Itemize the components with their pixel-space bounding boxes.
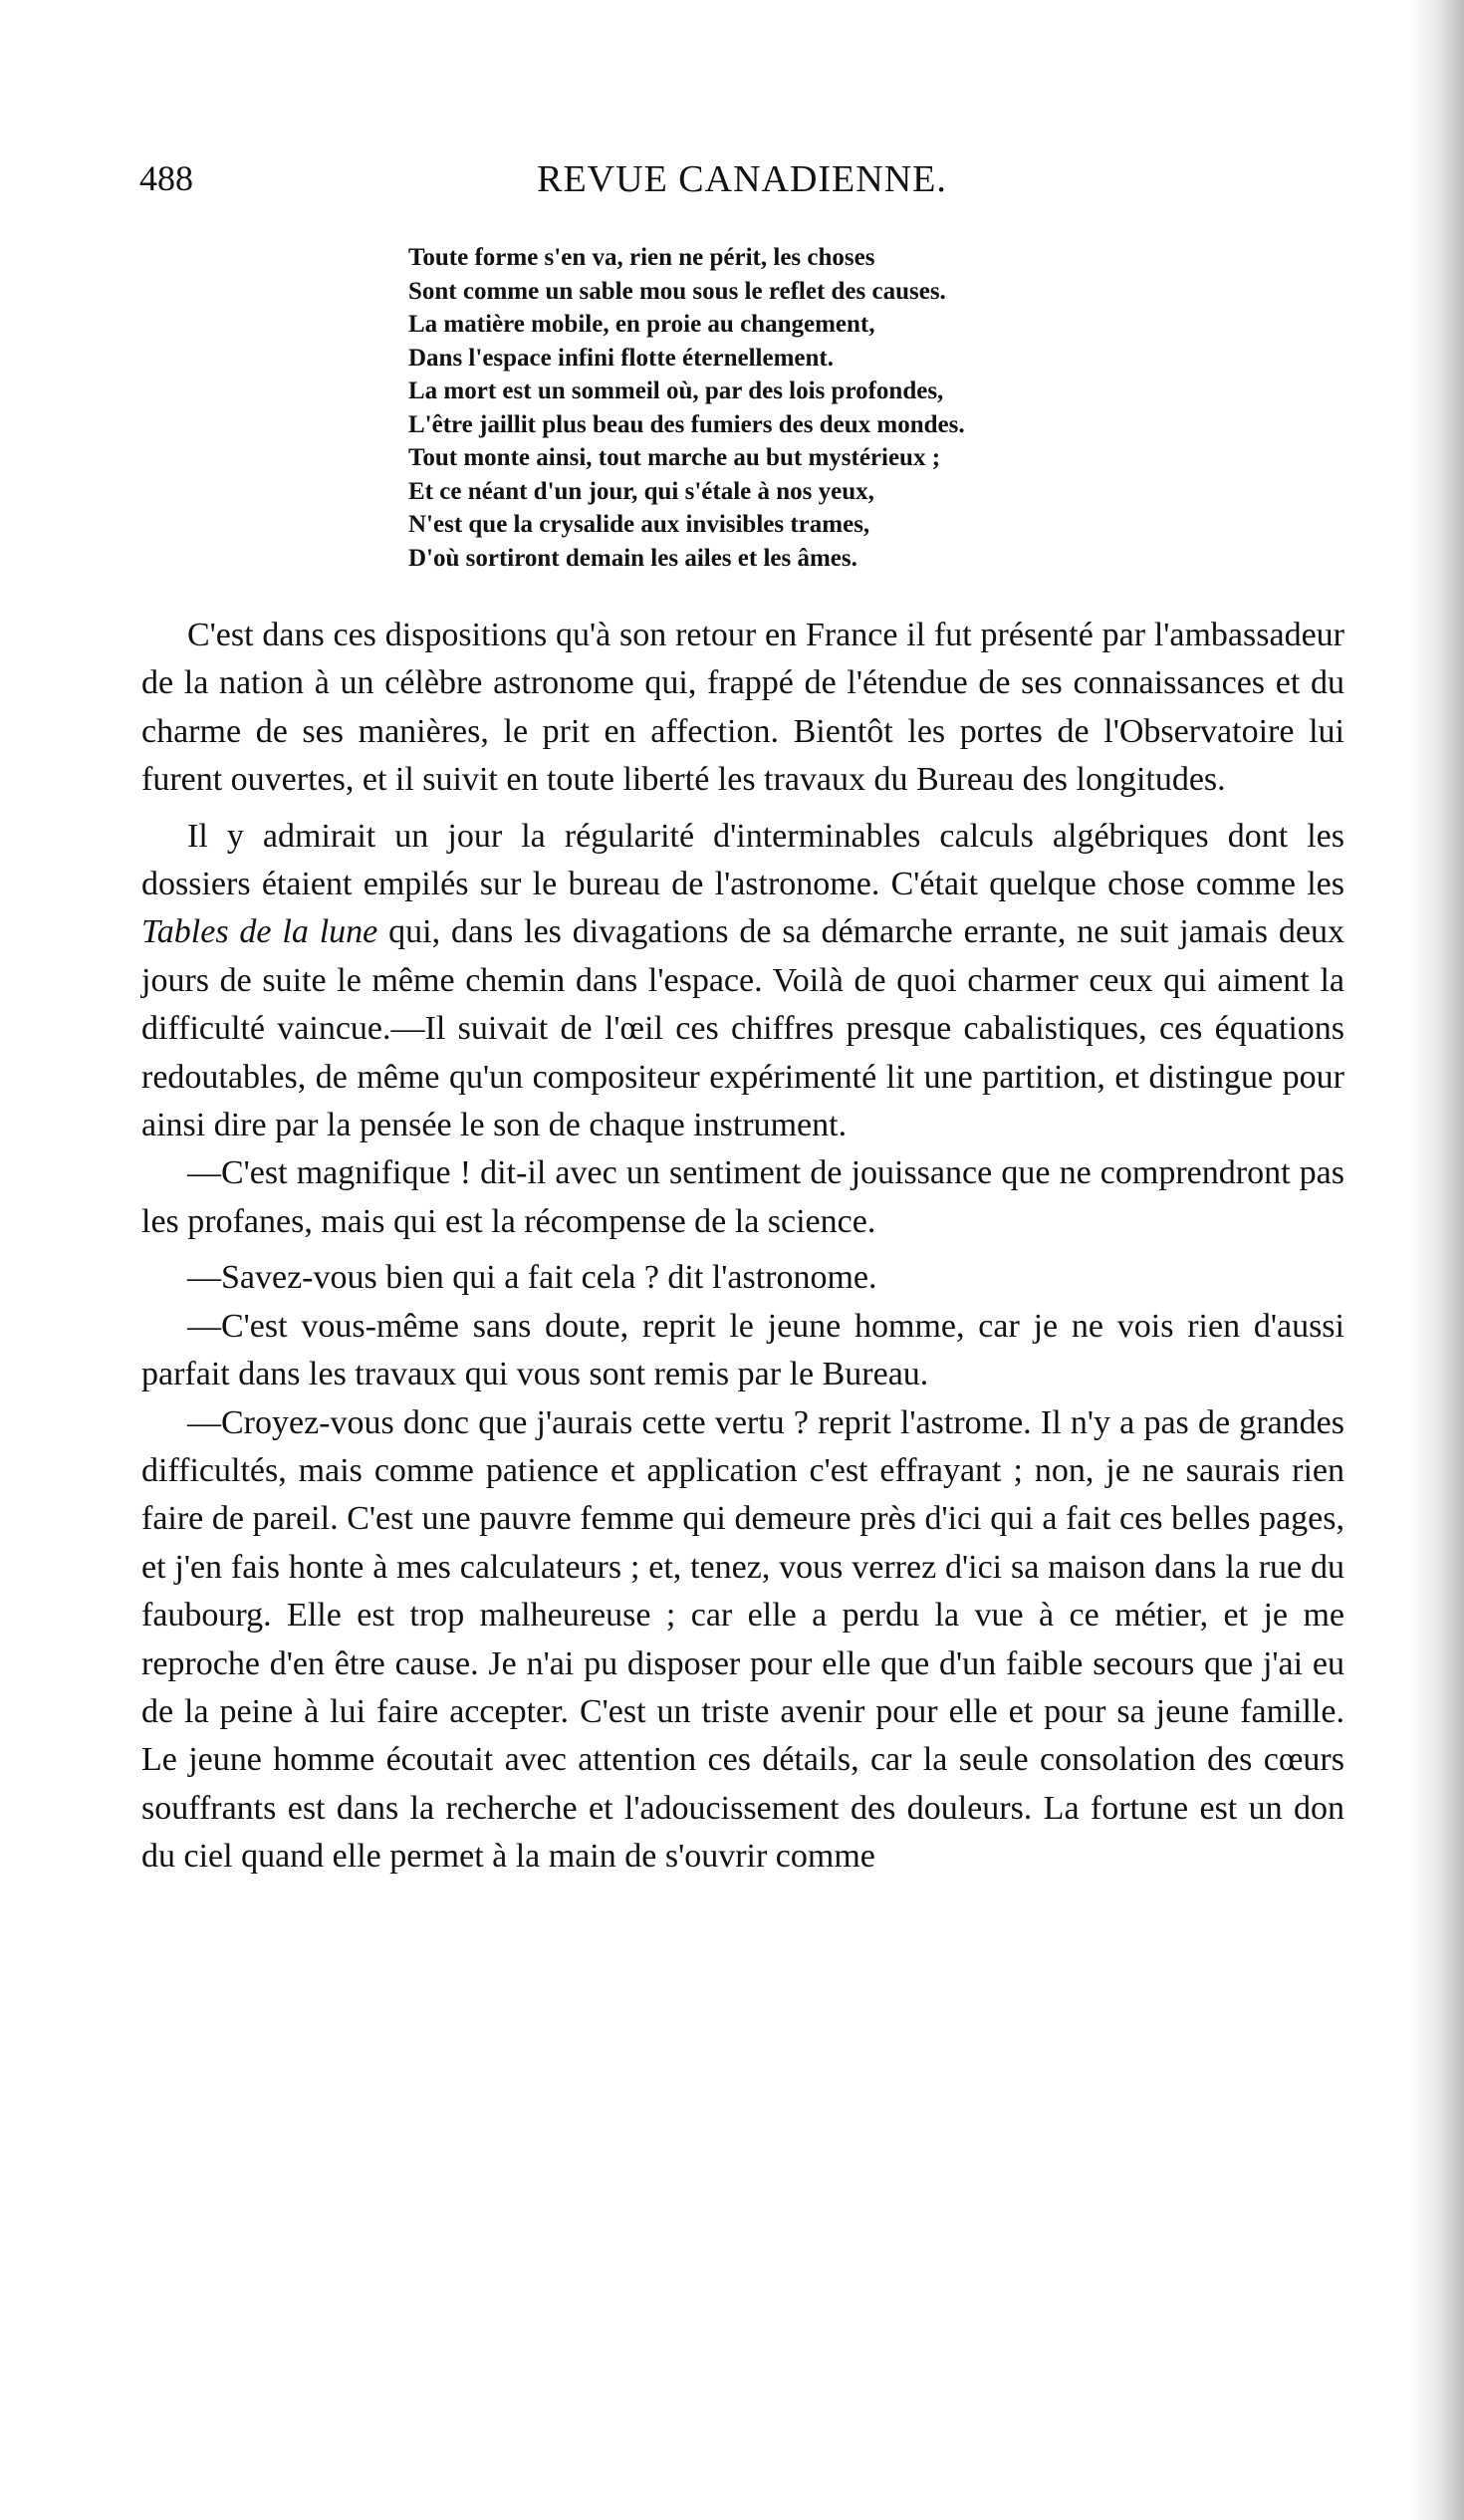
verse-line: D'où sortiront demain les ailes et les âmes. [408, 544, 857, 572]
paragraph: —C'est vous-même sans doute, reprit le jeune homme, car je ne vois rien d'aussi parfait dans les travaux qui vous sont remis par le Bureau. [141, 1307, 1344, 1393]
running-title: REVUE CANADIENNE. [537, 158, 947, 200]
verse-line: Toute forme s'en va, rien ne périt, les choses [408, 244, 875, 271]
italic-title: Tables de la lune [141, 913, 378, 951]
paragraph-text: qui, dans les divagations de sa démarche errante, ne suit jamais deux jours de suite le même chemin dans l'espace. Voilà de quoi charmer ceux qui aiment la difficulté vaincue.—Il suivait de l'œil ces chiffres presque cabalistiques, ces équations redoutables, de même qu'un compositeur expérimenté lit une partition, et distingue pour ainsi dire par la pensée le son de chaque instrument. [141, 913, 1344, 1144]
verse-line: N'est que la crysalide aux invisibles trames, [408, 511, 870, 538]
paragraph: —Croyez-vous donc que j'aurais cette vertu ? reprit l'astrome. Il n'y a pas de grandes difficultés, mais comme patience et application c'est effrayant ; non, je ne saurais rien faire de pareil. C'est une pauvre femme qui demeure près d'ici qui a fait ces belles pages, et j'en fais honte à mes calculateurs ; et, tenez, vous verrez d'ici sa maison dans la rue du faubourg. Elle est trop malheureuse ; car elle a perdu la vue à ce métier, et je me reproche d'en être cause. Je n'ai pu disposer pour elle que d'un faible secours que j'ai eu de la peine à lui faire accepter. C'est un triste avenir pour elle et pour sa jeune famille. Le jeune homme écoutait avec attention ces détails, car la seule consolation des cœurs souffrants est dans la recherche et l'adoucissement des douleurs. La fortune est un don du ciel quand elle permet à la main de s'ouvrir comme [141, 1403, 1344, 1876]
paragraph: C'est dans ces dispositions qu'à son retour en France il fut présenté par l'ambassadeur de la nation à un célèbre astronome qui, frappé de l'étendue de ses connaissances et du charme de ses manières, le prit en affection. Bientôt les portes de l'Observatoire lui furent ouvertes, et il suivit en toute liberté les travaux du Bureau des longitudes. [141, 617, 1344, 799]
paragraph [141, 813, 1344, 1150]
verse-line: La mort est un sommeil où, par des lois profondes, [408, 378, 944, 404]
paragraph: —Savez-vous bien qui a fait cela ? dit l'astronome. [187, 1259, 877, 1297]
paragraph-text: Il y admirait un jour la régularité d'interminables calculs algébriques dont les dossiers étaient empilés sur le bureau de l'astronome. C'était quelque chose comme les [141, 817, 1344, 903]
verse-line: Et ce néant d'un jour, qui s'étale à nos yeux, [408, 477, 874, 505]
prose-body [141, 612, 1344, 1882]
paragraph: —C'est magnifique ! dit-il avec un sentiment de jouissance que ne comprendront pas les profanes, mais qui est la récompense de la science. [141, 1154, 1344, 1240]
page-edge-shadow [1409, 0, 1464, 2520]
verse-line: Dans l'espace infini flotte éternellement. [408, 344, 834, 372]
verse-line: Tout monte ainsi, tout marche au but mystérieux ; [408, 444, 941, 471]
page-header [139, 157, 1344, 207]
verse-line: L'être jaillit plus beau des fumiers des deux mondes. [408, 410, 965, 438]
verse-line: La matière mobile, en proie au changement, [408, 311, 875, 338]
verse-line: Sont comme un sable mou sous le reflet des causes. [408, 277, 946, 305]
verse-block [408, 241, 1205, 575]
page-number: 488 [139, 158, 193, 198]
